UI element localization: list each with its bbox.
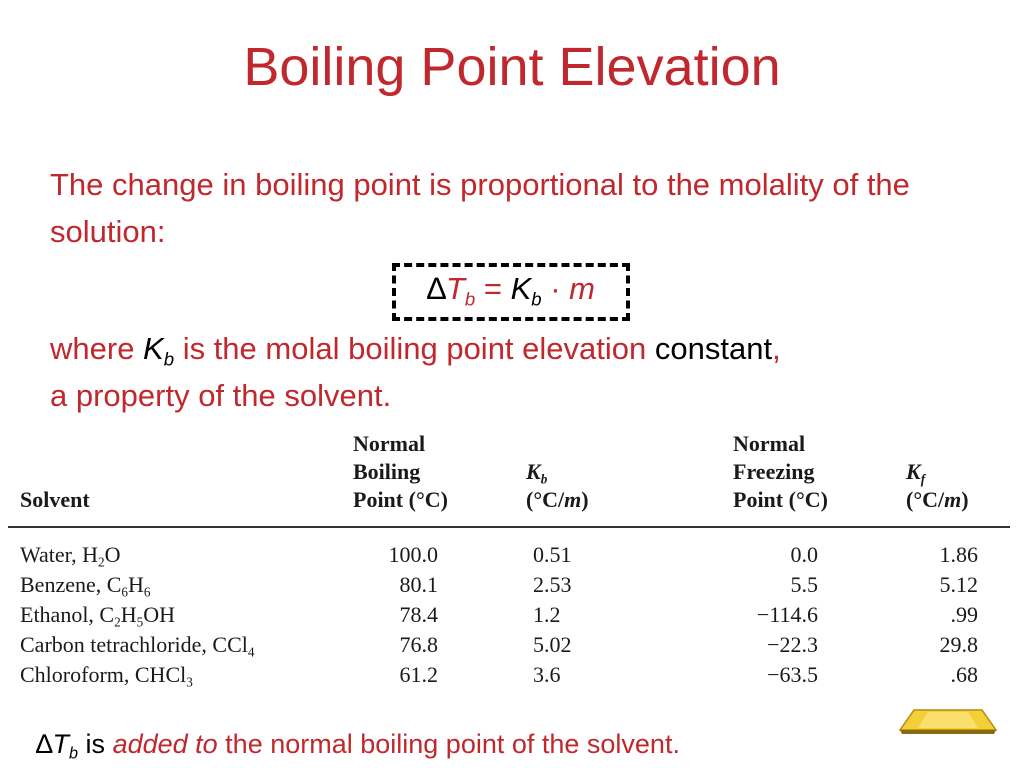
footer-rest: the normal boiling point of the solvent.	[217, 729, 680, 759]
header-fp-line2: Freezing	[733, 459, 815, 484]
cell-kf: .68	[950, 662, 978, 687]
header-kf-unit: (°C/	[906, 487, 945, 512]
cell-freezing-point: 0.0	[790, 542, 818, 567]
table-row	[8, 660, 1010, 690]
where-k-sub: b	[163, 348, 175, 370]
cell-kf: 29.8	[939, 632, 978, 657]
header-bp-line3: Point (°C)	[353, 487, 448, 512]
table-row	[8, 570, 1010, 600]
footer-delta: ∆	[36, 729, 53, 759]
table-row	[8, 540, 1010, 570]
formula-t-sub: b	[464, 288, 476, 310]
cell-solvent: Water, $H_2O$	[20, 542, 121, 570]
header-fp-line3: Point (°C)	[733, 487, 828, 512]
header-kb-m: m	[564, 487, 582, 512]
where-end: a property of the solvent.	[50, 378, 392, 413]
formula-equals: =	[475, 271, 511, 306]
table-header	[8, 430, 1010, 522]
header-kf-m: m	[944, 487, 962, 512]
header-kf-sub: f	[920, 471, 926, 487]
header-boiling-point	[353, 430, 448, 514]
cell-kb: 2.53	[533, 572, 572, 597]
where-prefix: where	[50, 331, 144, 366]
footer-added-to: added to	[112, 729, 218, 759]
cell-freezing-point: 5.5	[790, 572, 818, 597]
where-text	[50, 325, 980, 419]
intro-text: The change in boiling point is proportional to the molality of the solution:	[50, 167, 910, 249]
where-k: K	[143, 331, 164, 366]
header-bp-line2: Boiling	[353, 459, 421, 484]
formula	[392, 267, 630, 311]
cell-freezing-point: −63.5	[767, 662, 818, 687]
table-row	[8, 600, 1010, 630]
header-kf	[906, 458, 969, 514]
solvent-table	[8, 430, 1010, 690]
cell-boiling-point: 61.2	[399, 662, 438, 687]
cell-solvent: Ethanol, $C_2H_5OH$	[20, 602, 175, 630]
footer-is: is	[78, 729, 113, 759]
cell-boiling-point: 100.0	[388, 542, 438, 567]
next-slide-icon[interactable]	[898, 706, 998, 736]
footer-text	[36, 724, 680, 764]
cell-kf: 5.12	[939, 572, 978, 597]
cell-kb: 3.6	[533, 662, 561, 687]
header-freezing-point	[733, 430, 828, 514]
cell-solvent: Chloroform, CHCl$_3$	[20, 662, 193, 690]
cell-boiling-point: 76.8	[399, 632, 438, 657]
formula-dot: ·	[541, 271, 570, 306]
cell-kb: 5.02	[533, 632, 572, 657]
where-constant: constant	[654, 331, 773, 366]
table-row	[8, 630, 1010, 660]
cell-kb: 1.2	[533, 602, 561, 627]
slide-title: Boiling Point Elevation	[243, 37, 781, 97]
header-kb-sub: b	[540, 471, 548, 487]
header-kb-unit: (°C/	[526, 487, 565, 512]
footer-t: T	[52, 729, 70, 759]
cell-solvent: Carbon tetrachloride, CCl$_4$	[20, 632, 255, 660]
footer-t-sub: b	[69, 744, 79, 763]
header-kf-close: )	[961, 487, 969, 512]
cell-kf: 1.86	[939, 542, 978, 567]
header-bp-line1: Normal	[353, 431, 426, 456]
header-kb	[526, 458, 589, 514]
header-kb-symbol: K	[526, 459, 541, 484]
cell-boiling-point: 80.1	[399, 572, 438, 597]
formula-k: K	[510, 271, 532, 306]
header-kb-close: )	[581, 487, 589, 512]
where-comma: ,	[772, 331, 781, 366]
header-kf-symbol: K	[906, 459, 921, 484]
header-fp-line1: Normal	[733, 431, 806, 456]
where-mid: is the molal boiling point elevation	[174, 331, 655, 366]
header-rule	[8, 526, 1010, 528]
formula-m: m	[569, 271, 595, 306]
header-solvent: Solvent	[20, 487, 90, 512]
cell-boiling-point: 78.4	[399, 602, 438, 627]
formula-delta: ∆	[426, 271, 446, 306]
cell-kb: 0.51	[533, 542, 572, 567]
formula-t: T	[445, 271, 465, 306]
cell-kf: .99	[950, 602, 978, 627]
cell-freezing-point: −22.3	[767, 632, 818, 657]
formula-k-sub: b	[531, 288, 542, 310]
cell-freezing-point: −114.6	[756, 602, 818, 627]
cell-solvent: Benzene, $C_6H_6$	[20, 572, 151, 600]
